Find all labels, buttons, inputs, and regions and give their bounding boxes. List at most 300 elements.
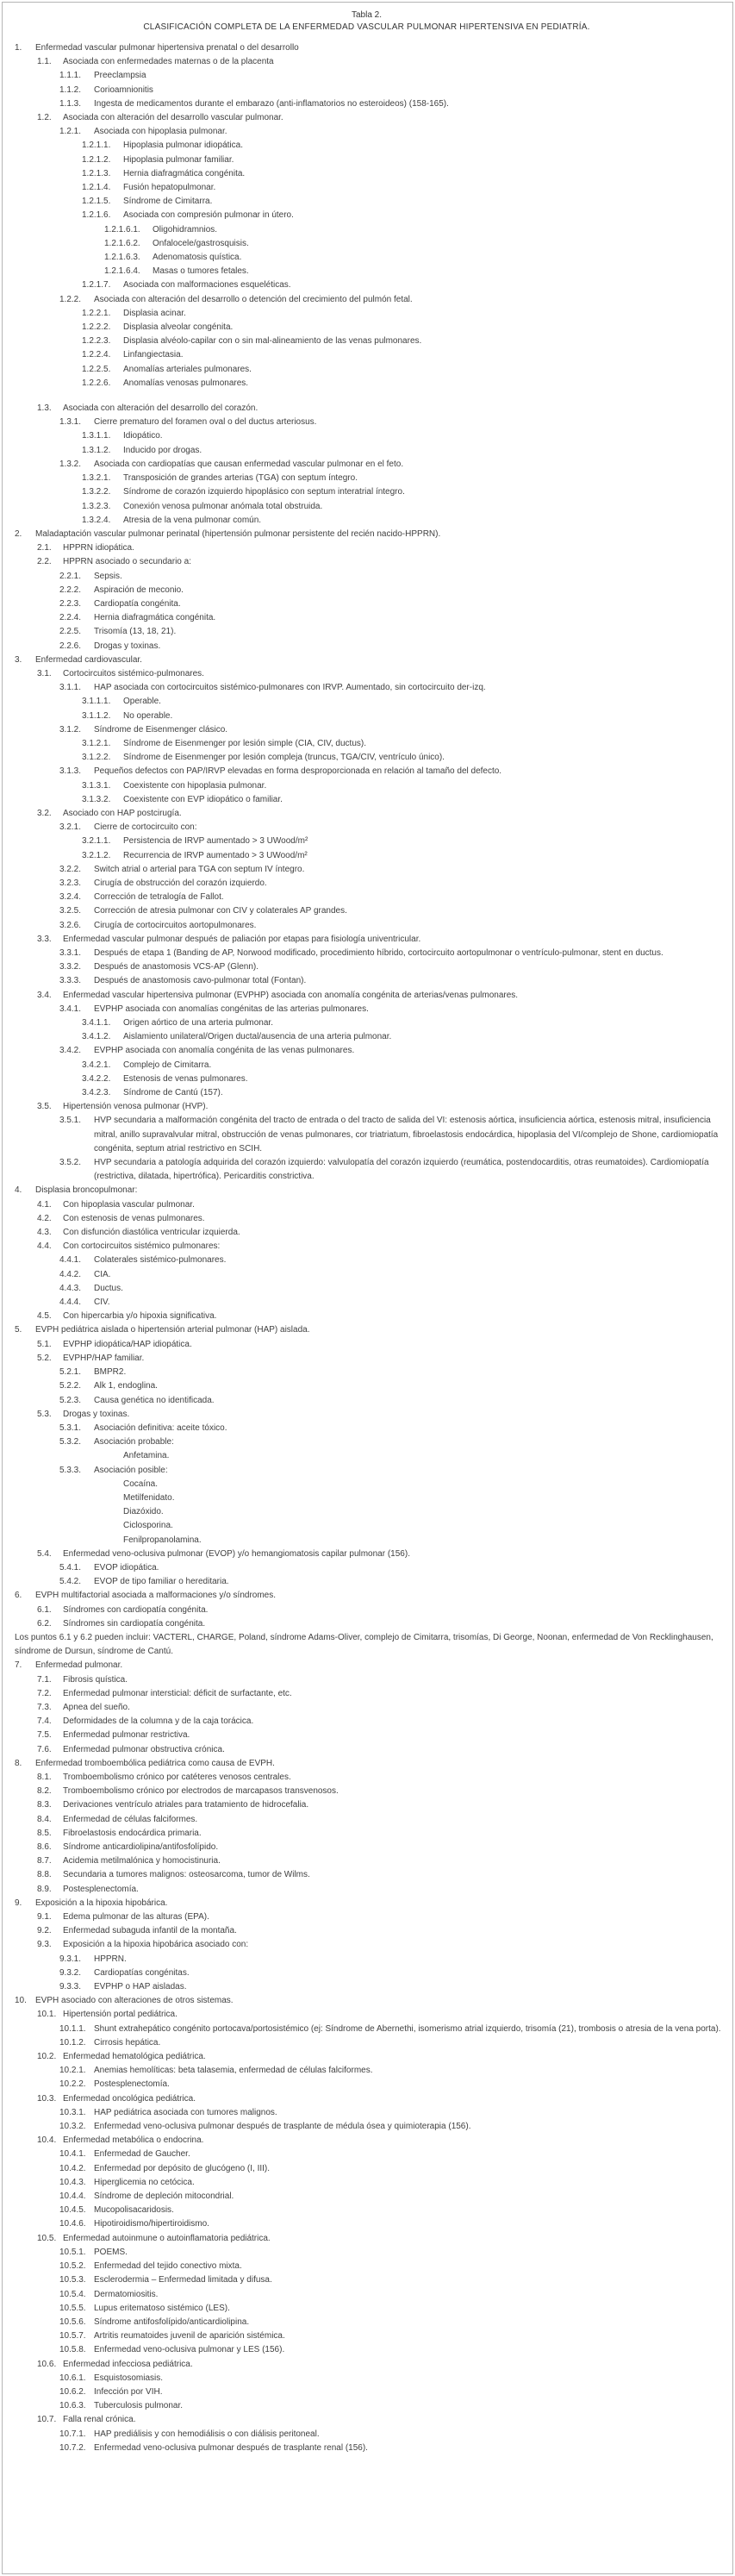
- item-text: Cardiopatía congénita.: [94, 598, 181, 609]
- item-number: 1.1.1.: [59, 71, 82, 81]
- item-number: 3.2.5.: [59, 906, 82, 916]
- item-number: 5.4.1.: [59, 1562, 82, 1572]
- list-item: [8, 2385, 726, 2399]
- item-text: Postesplenectomía.: [63, 1884, 139, 1894]
- list-item: [8, 597, 726, 611]
- item-text: Pequeños defectos con PAP/IRVP elevadas en forma desproporcionada en relación al tamaño del defecto.: [94, 766, 502, 777]
- list-item: [8, 807, 726, 821]
- list-item: [8, 181, 726, 195]
- list-item: [8, 335, 726, 348]
- item-text: Dermatomiositis.: [94, 2289, 159, 2299]
- item-number: 1.2.2.6.: [82, 378, 111, 388]
- list-item: [8, 514, 726, 528]
- item-number: 5.4.2.: [59, 1577, 82, 1587]
- item-number: 3.4.1.2.: [82, 1032, 111, 1042]
- item-text: Con disfunción diastólica ventricular izquierda.: [63, 1228, 240, 1238]
- item-text: Hernia diafragmática congénita.: [123, 168, 246, 178]
- item-number: 5.2.1.: [59, 1367, 82, 1378]
- item-number: 9.3.1.: [59, 1954, 82, 1964]
- item-text: Corrección de tetralogía de Fallot.: [94, 892, 224, 903]
- item-text: Switch atrial o arterial para TGA con septum IV íntegro.: [94, 864, 305, 874]
- item-number: 3.4.: [37, 990, 52, 1000]
- item-text: Síndrome de Eisenmenger por lesión simple (CIA, CIV, ductus).: [123, 738, 366, 748]
- item-text: HPPRN.: [94, 1954, 127, 1964]
- list-item: [8, 195, 726, 209]
- item-text: EVPH pediátrica aislada o hipertensión arterial pulmonar (HAP) aislada.: [35, 1325, 310, 1335]
- item-text: Anomalías arteriales pulmonares.: [123, 364, 252, 374]
- item-text: Enfermedad del tejido conectivo mixta.: [94, 2261, 242, 2272]
- item-text: Derivaciones ventrículo atriales para tratamiento de hidrocefalia.: [63, 1800, 309, 1810]
- item-text: Los puntos 6.1 y 6.2 pueden incluir: VACTERL, CHARGE, Poland, síndrome Adams-Oliver, complejo de Cimitarra, trisomías, Di George, Noonan, enfermedad de Von Recklinghausen, síndrome de Dursun, síndrome de Cantú.: [15, 1632, 713, 1657]
- item-text: Persistencia de IRVP aumentado > 3 UWood/m²: [123, 836, 308, 847]
- list-item: [8, 1841, 726, 1854]
- item-number: 7.5.: [37, 1730, 52, 1741]
- item-number: 10.7.: [37, 2415, 57, 2425]
- table-header: [8, 8, 726, 41]
- list-item: [8, 835, 726, 848]
- item-number: 3.5.: [37, 1102, 52, 1112]
- item-number: 6.1.: [37, 1604, 52, 1615]
- item-text: HVP secundaria a malformación congénita del tracto de entrada o del tracto de salida del VI: estenosis aórtica, insuficiencia aórtica, estenosis mitral, insuficiencia mitral, anillo supravalvular mitral, obstrucción de venas pulmonares, cor triatriatum, fibroelastosis endocárdica, hipoplasia del VI/complejo de Shone, cardiomiopatía congénita, septum atrial restrictivo en SCIH.: [94, 1116, 719, 1154]
- item-text: Enfermedad de células falciformes.: [63, 1814, 198, 1824]
- item-text: Después de anastomosis VCS-AP (Glenn).: [94, 962, 259, 972]
- list-item: [8, 2273, 726, 2287]
- list-item: [8, 111, 726, 125]
- list-item: [8, 849, 726, 863]
- list-item: [8, 1044, 726, 1058]
- list-item: [8, 1464, 726, 1478]
- list-item: [8, 541, 726, 555]
- list-item: [8, 1379, 726, 1393]
- item-text: Fusión hepatopulmonar.: [123, 183, 216, 193]
- item-text: EVPHP asociada con anomalía congénita de las venas pulmonares.: [94, 1046, 355, 1056]
- list-item: [8, 278, 726, 292]
- list-item: [8, 363, 726, 377]
- item-number: 5.3.2.: [59, 1437, 82, 1447]
- list-item: [8, 1953, 726, 1966]
- item-number: 3.5.1.: [59, 1116, 82, 1126]
- list-item: [8, 1394, 726, 1408]
- list-item: [8, 1729, 726, 1742]
- item-number: 1.3.1.2.: [82, 445, 111, 455]
- item-number: 1.2.1.6.: [82, 210, 111, 221]
- item-text: Origen aórtico de una arteria pulmonar.: [123, 1018, 273, 1029]
- item-number: 4.3.: [37, 1228, 52, 1238]
- list-item: [8, 989, 726, 1003]
- item-number: 8.6.: [37, 1842, 52, 1852]
- list-item: [8, 1701, 726, 1715]
- list-item: [8, 779, 726, 793]
- item-number: 7.6.: [37, 1744, 52, 1754]
- item-text: BMPR2.: [94, 1367, 127, 1378]
- list-item: [8, 1268, 726, 1282]
- list-item: [8, 793, 726, 807]
- list-item: [8, 555, 726, 569]
- list-line: [8, 1478, 726, 1491]
- list-item: [8, 1798, 726, 1812]
- item-number: 2.2.3.: [59, 598, 82, 609]
- item-number: 10.7.1.: [59, 2429, 86, 2439]
- list-item: [8, 2050, 726, 2064]
- list-item: [8, 1827, 726, 1841]
- list-item: [8, 1114, 726, 1156]
- item-number: 10.4.4.: [59, 2191, 86, 2202]
- list-item: [8, 1072, 726, 1086]
- item-number: 1.2.1.6.2.: [104, 238, 140, 248]
- list-item: [8, 444, 726, 458]
- list-item: [8, 625, 726, 639]
- item-number: 10.5.: [37, 2233, 57, 2243]
- list-item: [8, 2120, 726, 2134]
- item-number: 7.3.: [37, 1702, 52, 1712]
- item-number: 3.3.: [37, 934, 52, 944]
- list-item: [8, 1966, 726, 1980]
- item-number: 10.5.2.: [59, 2261, 86, 2272]
- item-text: Anfetamina.: [123, 1451, 170, 1461]
- item-text: Síndromes sin cardiopatía congénita.: [63, 1618, 206, 1629]
- list-item: [8, 1659, 726, 1673]
- list-item: [8, 1310, 726, 1323]
- item-number: 1.3.2.3.: [82, 501, 111, 511]
- list-item: [8, 737, 726, 751]
- item-number: 4.4.2.: [59, 1269, 82, 1279]
- list-item: [8, 1323, 726, 1337]
- item-number: 4.1.: [37, 1199, 52, 1210]
- list-item: [8, 209, 726, 222]
- item-text: Asociación definitiva: aceite tóxico.: [94, 1422, 227, 1433]
- item-text: POEMS.: [94, 2247, 128, 2257]
- list-item: [8, 251, 726, 265]
- item-number: 10.7.2.: [59, 2442, 86, 2453]
- item-number: 8.5.: [37, 1828, 52, 1838]
- item-number: 10.5.5.: [59, 2303, 86, 2313]
- item-number: 8.2.: [37, 1786, 52, 1797]
- list-item: [8, 1366, 726, 1379]
- list-item: [8, 1547, 726, 1561]
- list-item: [8, 348, 726, 362]
- list-item: [8, 2260, 726, 2273]
- list-item: [8, 723, 726, 737]
- item-number: 1.2.1.6.1.: [104, 224, 140, 234]
- item-number: 1.2.: [37, 113, 52, 123]
- item-number: 10.5.1.: [59, 2247, 86, 2257]
- item-number: 9.3.2.: [59, 1967, 82, 1978]
- item-text: Enfermedad tromboembólica pediátrica como causa de EVPH.: [35, 1758, 275, 1768]
- item-text: Postesplenectomía.: [94, 2079, 170, 2090]
- item-number: 3.3.2.: [59, 962, 82, 972]
- list-item: [8, 1156, 726, 1184]
- item-number: 10.4.5.: [59, 2205, 86, 2216]
- item-text: Drogas y toxinas.: [63, 1409, 130, 1419]
- list-item: [8, 472, 726, 485]
- list-item: [8, 1938, 726, 1952]
- item-number: 4.2.: [37, 1213, 52, 1223]
- list-item: [8, 611, 726, 625]
- item-number: 8.9.: [37, 1884, 52, 1894]
- list-item: [8, 681, 726, 695]
- item-text: Asociada con alteración del desarrollo o detención del crecimiento del pulmón fetal.: [94, 294, 413, 304]
- item-text: Cocaína.: [123, 1479, 159, 1489]
- list-line: [8, 1505, 726, 1519]
- item-number: 8.1.: [37, 1772, 52, 1782]
- item-text: Diazóxido.: [123, 1507, 164, 1517]
- list-item: [8, 933, 726, 947]
- list-item: [8, 139, 726, 153]
- item-text: Displasia alvéolo-capilar con o sin mal-alineamiento de las venas pulmonares.: [123, 336, 422, 347]
- item-text: Cirugía de cortocircuitos aortopulmonares.: [94, 920, 257, 930]
- item-number: 4.4.1.: [59, 1255, 82, 1266]
- list-item: [8, 710, 726, 723]
- item-text: Preeclampsia: [94, 71, 146, 81]
- item-text: Síndrome anticardiolipina/antifosfolípido.: [63, 1842, 219, 1852]
- item-text: Enfermedad infecciosa pediátrica.: [63, 2359, 193, 2369]
- item-text: EVPHP idiopática/HAP idiopática.: [63, 1339, 192, 1349]
- item-number: 4.: [15, 1185, 22, 1196]
- item-text: EVOP idiopática.: [94, 1562, 159, 1572]
- item-text: Complejo de Cimitarra.: [123, 1060, 212, 1070]
- item-number: 10.: [15, 1996, 27, 2006]
- item-number: 3.5.2.: [59, 1158, 82, 1168]
- item-number: 8.8.: [37, 1870, 52, 1880]
- item-text: Causa genética no identificada.: [94, 1395, 215, 1405]
- list-item: [8, 2106, 726, 2120]
- list-item: [8, 960, 726, 974]
- item-text: Con hipercarbia y/o hipoxia significativa.: [63, 1311, 217, 1322]
- list-item: [8, 41, 726, 55]
- item-number: 5.2.2.: [59, 1381, 82, 1391]
- item-number: 3.1.3.2.: [82, 794, 111, 804]
- list-item: [8, 416, 726, 429]
- list-item: [8, 570, 726, 584]
- item-text: Enfermedad pulmonar obstructiva crónica.: [63, 1744, 225, 1754]
- list-item: [8, 765, 726, 778]
- item-text: Enfermedad veno-oclusiva pulmonar después de trasplante de médula ósea y quimioterapia (156).: [94, 2122, 471, 2132]
- item-text: Anomalías venosas pulmonares.: [123, 378, 249, 388]
- list-item: [8, 2329, 726, 2343]
- item-number: 8.3.: [37, 1800, 52, 1810]
- list-item: [8, 1100, 726, 1114]
- item-text: Idiopático.: [123, 431, 163, 441]
- list-item: [8, 667, 726, 681]
- item-text: Fibroelastosis endocárdica primaria.: [63, 1828, 202, 1838]
- item-text: Enfermedad veno-oclusiva pulmonar y LES (156).: [94, 2345, 285, 2355]
- item-text: Hipertensión portal pediátrica.: [63, 2010, 178, 2020]
- item-text: Adenomatosis quística.: [153, 253, 242, 263]
- item-number: 10.6.3.: [59, 2401, 86, 2411]
- list-line: [8, 1631, 726, 1659]
- item-text: Tromboembolismo crónico por electrodos de marcapasos transvenosos.: [63, 1786, 339, 1797]
- list-item: [8, 97, 726, 111]
- list-item: [8, 402, 726, 416]
- item-text: Síndromes con cardiopatía congénita.: [63, 1604, 209, 1615]
- list-item: [8, 125, 726, 139]
- item-number: 1.2.1.5.: [82, 197, 111, 207]
- item-text: Displasia acinar.: [123, 308, 186, 318]
- item-number: 5.2.3.: [59, 1395, 82, 1405]
- item-number: 8.4.: [37, 1814, 52, 1824]
- list-item: [8, 485, 726, 499]
- item-text: Aspiración de meconio.: [94, 585, 184, 595]
- item-number: 10.6.: [37, 2359, 57, 2369]
- item-number: 10.5.3.: [59, 2275, 86, 2285]
- list-item: [8, 2217, 726, 2231]
- list-item: [8, 1226, 726, 1240]
- list-item: [8, 2190, 726, 2204]
- list-item: [8, 1016, 726, 1030]
- list-item: [8, 640, 726, 653]
- item-number: 10.1.: [37, 2010, 57, 2020]
- item-number: 1.2.2.3.: [82, 336, 111, 347]
- item-text: Asociada con cardiopatías que causan enfermedad vascular pulmonar en el feto.: [94, 459, 404, 469]
- list-item: [8, 265, 726, 278]
- item-text: Atresia de la vena pulmonar común.: [123, 515, 262, 525]
- item-number: 3.1.2.2.: [82, 753, 111, 763]
- item-text: Asociada con malformaciones esqueléticas.: [123, 280, 291, 291]
- item-text: Recurrencia de IRVP aumentado > 3 UWood/m²: [123, 850, 308, 860]
- list-item: [8, 1184, 726, 1197]
- item-text: Enfermedad oncológica pediátrica.: [63, 2093, 196, 2104]
- item-text: Fenilpropanolamina.: [123, 1535, 202, 1545]
- list-item: [8, 2176, 726, 2190]
- item-number: 3.2.6.: [59, 920, 82, 930]
- item-number: 3.2.: [37, 808, 52, 818]
- list-item: [8, 863, 726, 877]
- list-item: [8, 55, 726, 69]
- list-line: [8, 1491, 726, 1505]
- list-item: [8, 2232, 726, 2246]
- item-number: 3.4.2.1.: [82, 1060, 111, 1070]
- list-item: [8, 2316, 726, 2329]
- item-text: Oligohidramnios.: [153, 224, 218, 234]
- item-number: 6.: [15, 1591, 22, 1601]
- table-label: Tabla 2.: [351, 10, 383, 20]
- list-item: [8, 919, 726, 933]
- list-item: [8, 1715, 726, 1729]
- item-number: 3.: [15, 654, 22, 665]
- item-number: 9.: [15, 1898, 22, 1908]
- list-item: [8, 1296, 726, 1310]
- item-text: Hipotiroidismo/hipertiroidismo.: [94, 2219, 209, 2229]
- item-number: 8.: [15, 1758, 22, 1768]
- item-number: 1.1.: [37, 57, 52, 67]
- item-text: Enfermedad cardiovascular.: [35, 654, 142, 665]
- item-number: 3.1.3.: [59, 766, 82, 777]
- item-text: Enfermedad vascular pulmonar hipertensiva prenatal o del desarrollo: [35, 43, 299, 53]
- item-text: Linfangiectasia.: [123, 350, 184, 360]
- list-item: [8, 1673, 726, 1687]
- list-item: [8, 1408, 726, 1422]
- item-text: Enfermedad veno-oclusiva pulmonar después de trasplante renal (156).: [94, 2442, 368, 2453]
- item-text: Esclerodermia – Enfermedad limitada y difusa.: [94, 2275, 272, 2285]
- list-item: [8, 821, 726, 835]
- page-title: CLASIFICACIÓN COMPLETA DE LA ENFERMEDAD VASCULAR PULMONAR HIPERTENSIVA EN PEDIATRÍA.: [143, 22, 590, 32]
- item-text: Falla renal crónica.: [63, 2415, 136, 2425]
- item-number: 10.3.2.: [59, 2122, 86, 2132]
- list-item: [8, 69, 726, 83]
- item-text: Hiperglicemia no cetócica.: [94, 2177, 195, 2187]
- list-item: [8, 458, 726, 472]
- list-item: [8, 223, 726, 237]
- item-number: 9.3.3.: [59, 1982, 82, 1992]
- item-number: 10.2.2.: [59, 2079, 86, 2090]
- item-text: EVPHP/HAP familiar.: [63, 1353, 145, 1363]
- item-number: 3.4.2.3.: [82, 1088, 111, 1098]
- item-number: 3.1.3.1.: [82, 780, 111, 791]
- item-number: 10.6.2.: [59, 2386, 86, 2397]
- item-number: 2.2.5.: [59, 627, 82, 637]
- item-text: Edema pulmonar de las alturas (EPA).: [63, 1912, 209, 1923]
- item-text: Enfermedad vascular pulmonar después de paliación por etapas para fisiología univentricular.: [63, 934, 421, 944]
- list-item: [8, 1883, 726, 1897]
- list-item: [8, 1813, 726, 1827]
- item-text: Coexistente con hipoplasia pulmonar.: [123, 780, 267, 791]
- item-number: 3.3.1.: [59, 948, 82, 958]
- item-text: Enfermedad vascular hipertensiva pulmonar (EVPHP) asociada con anomalía congénita de arterias/venas pulmonares.: [63, 990, 519, 1000]
- item-number: 1.2.1.: [59, 127, 82, 137]
- list-item: [8, 2302, 726, 2316]
- item-text: Onfalocele/gastrosquisis.: [153, 238, 249, 248]
- item-text: Enfermedad pulmonar intersticial: déficit de surfactante, etc.: [63, 1688, 292, 1698]
- list-item: [8, 1282, 726, 1296]
- list-item: [8, 2008, 726, 2022]
- item-text: Con estenosis de venas pulmonares.: [63, 1213, 205, 1223]
- list-item: [8, 904, 726, 918]
- item-number: 10.5.8.: [59, 2345, 86, 2355]
- item-text: Enfermedad autoinmune o autoinflamatoria pediátrica.: [63, 2233, 271, 2243]
- item-text: Hipoplasia pulmonar familiar.: [123, 154, 234, 165]
- item-text: Síndrome de Eisenmenger por lesión compleja (truncus, TGA/CIV, ventrículo único).: [123, 753, 445, 763]
- item-number: 10.6.1.: [59, 2373, 86, 2383]
- item-text: HAP pediátrica asociada con tumores malignos.: [94, 2107, 277, 2117]
- list-item: [8, 2428, 726, 2442]
- item-number: 5.3.: [37, 1409, 52, 1419]
- list-item: [8, 1771, 726, 1785]
- item-number: 6.2.: [37, 1618, 52, 1629]
- item-text: Síndrome antifosfolípido/anticardiolipina.: [94, 2317, 250, 2327]
- list-item: [8, 1589, 726, 1603]
- list-item: [8, 1003, 726, 1016]
- item-text: EVPH multifactorial asociada a malformaciones y/o síndromes.: [35, 1591, 277, 1601]
- item-number: 1.3.: [37, 403, 52, 414]
- item-text: Colaterales sistémico-pulmonares.: [94, 1255, 227, 1266]
- list-item: [8, 2064, 726, 2078]
- item-text: HAP prediálisis y con hemodiálisis o con diálisis peritoneal.: [94, 2429, 320, 2439]
- list-item: [8, 947, 726, 960]
- item-text: Después de etapa 1 (Banding de AP, Norwood modificado, procedimiento híbrido, cortocircuito aortopulmonar o ventrículo-pulmonar, stent en ductus.: [94, 948, 663, 958]
- item-text: HAP asociada con cortocircuitos sistémico-pulmonares con IRVP. Aumentado, sin cortocircuito der-izq.: [94, 683, 486, 693]
- item-text: HPPRN idiopática.: [63, 543, 134, 553]
- item-text: Tromboembolismo crónico por catéteres venosos centrales.: [63, 1772, 291, 1782]
- item-number: 1.2.2.2.: [82, 322, 111, 333]
- list-item: [8, 1198, 726, 1212]
- item-number: 10.4.: [37, 2135, 57, 2146]
- item-text: Asociada con compresión pulmonar in útero.: [123, 210, 294, 221]
- item-number: 1.1.2.: [59, 84, 82, 95]
- item-number: 4.4.3.: [59, 1283, 82, 1293]
- item-text: Exposición a la hipoxia hipobárica.: [35, 1898, 168, 1908]
- item-number: 10.2.: [37, 2052, 57, 2062]
- item-text: Enfermedad veno-oclusiva pulmonar (EVOP) y/o hemangiomatosis capilar pulmonar (156).: [63, 1548, 410, 1559]
- list-item: [8, 1352, 726, 1366]
- list-item: [8, 2092, 726, 2106]
- item-number: 10.1.2.: [59, 2037, 86, 2048]
- list-item: [8, 584, 726, 597]
- list-item: [8, 891, 726, 904]
- item-text: Ciclosporina.: [123, 1521, 173, 1531]
- list-item: [8, 1924, 726, 1938]
- item-number: 9.3.: [37, 1940, 52, 1950]
- item-number: 4.4.4.: [59, 1297, 82, 1308]
